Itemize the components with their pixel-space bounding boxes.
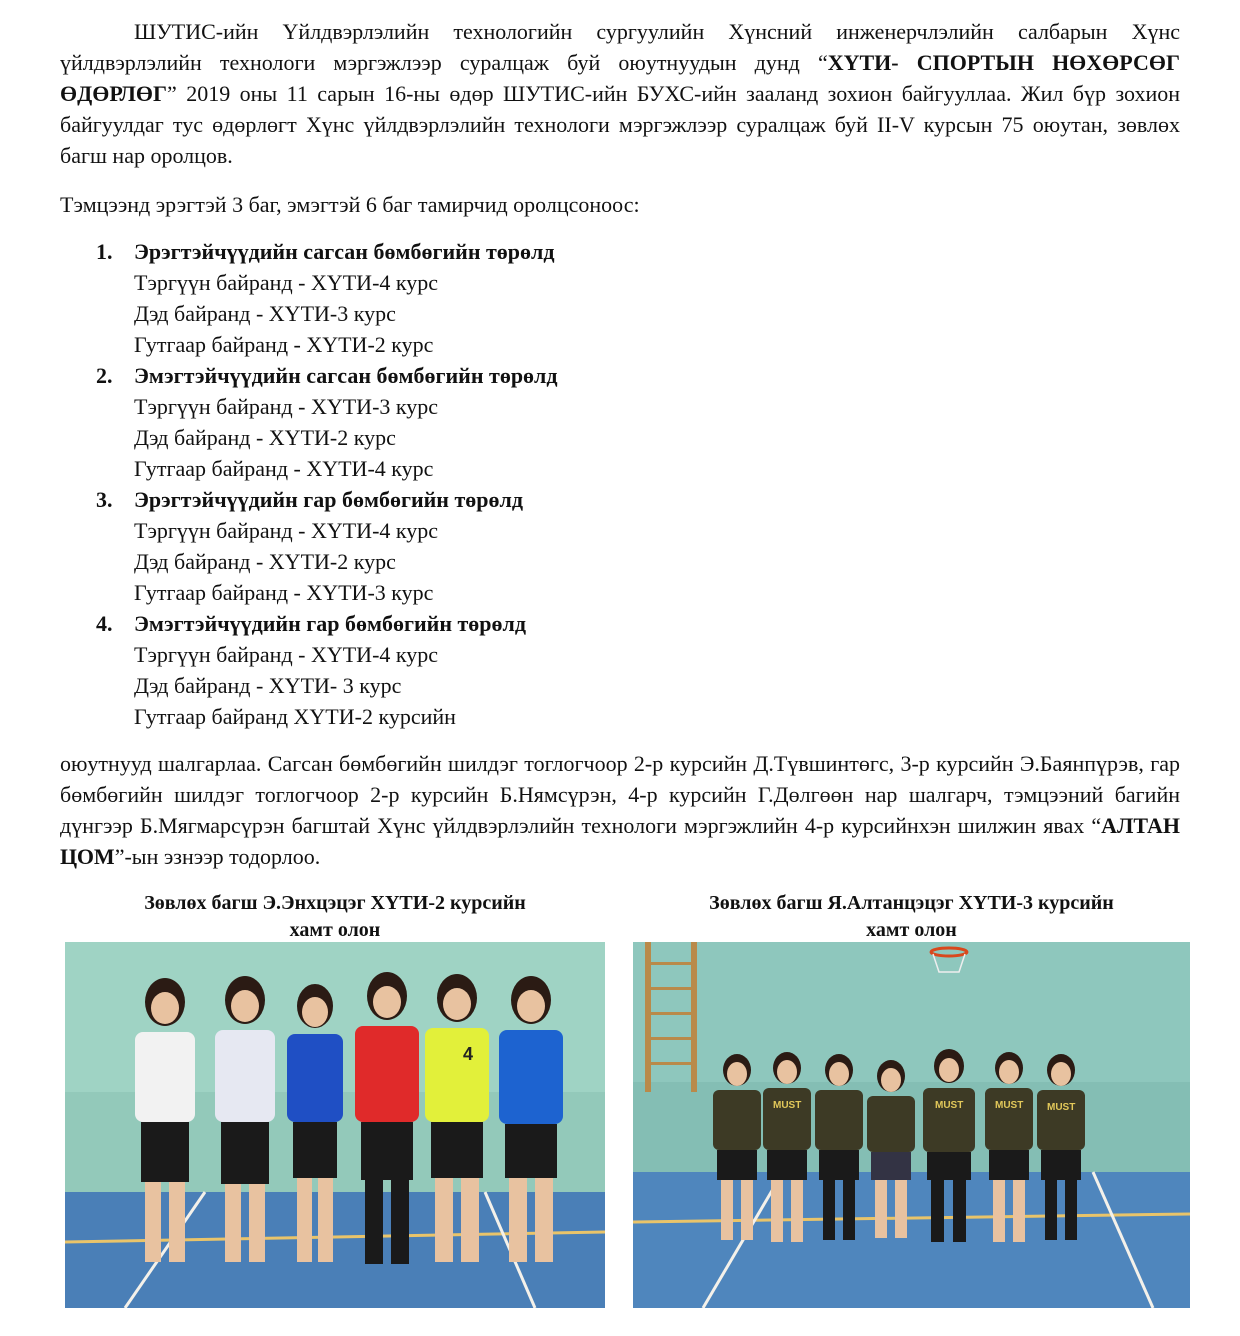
category-number: 2. <box>96 363 113 388</box>
intro-text-1: ШУТИС-ийн Үйлдвэрлэлийн технологийн сургуулийн Хүнсний инженерчлэлийн салбарын Хүнс үйлдвэрлэлийн технологи мэргэжлээр суралцаж буй оюутнуудын дунд “ <box>60 19 1180 75</box>
category-title: Эрэгтэйчүүдийн сагсан бөмбөгийн төрөлд <box>134 239 555 264</box>
caption-line-2: хамт олон <box>866 919 957 941</box>
caption-line-1: Зөвлөх багш Э.Энхцэцэг ХҮТИ-2 курсийн <box>144 892 526 914</box>
caption-line-1: Зөвлөх багш Я.Алтанцэцэг ХҮТИ-3 курсийн <box>709 892 1114 914</box>
result-category <box>60 484 1180 608</box>
place-first: Тэргүүн байранд - ХҮТИ-4 курс <box>134 518 439 543</box>
result-category <box>60 608 1180 732</box>
place-third: Гутгаар байранд - ХҮТИ-4 курс <box>134 456 434 481</box>
category-number: 1. <box>96 239 113 264</box>
result-category <box>60 236 1180 360</box>
result-category <box>60 360 1180 484</box>
intro-paragraph <box>60 16 1180 171</box>
article <box>60 16 1180 872</box>
photo-block-left <box>65 890 605 1064</box>
category-number: 4. <box>96 611 113 636</box>
place-first: Тэргүүн байранд - ХҮТИ-4 курс <box>134 270 439 295</box>
place-first: Тэргүүн байранд - ХҮТИ-4 курс <box>134 642 439 667</box>
place-first: Тэргүүн байранд - ХҮТИ-3 курс <box>134 394 439 419</box>
place-third: Гутгаар байранд - ХҮТИ-3 курс <box>134 580 434 605</box>
shirt-text: MUST <box>935 1100 964 1111</box>
shirt-text: MUST <box>773 1100 802 1111</box>
place-second: Дэд байранд - ХҮТИ-2 курс <box>134 425 396 450</box>
team-photo-right-image <box>633 942 1190 1308</box>
photo-caption <box>633 890 1190 944</box>
team-photo-left <box>65 942 605 1308</box>
category-title: Эмэгтэйчүүдийн гар бөмбөгийн төрөлд <box>134 611 527 636</box>
place-third: Гутгаар байранд ХҮТИ-2 курсийн <box>134 704 456 729</box>
shirt-text: MUST <box>1047 1102 1076 1113</box>
jersey-number: 4 <box>463 1044 474 1064</box>
shirt-text: MUST <box>995 1100 1024 1111</box>
photo-block-right <box>633 890 1190 1113</box>
event-name: ХҮТИ- СПОРТЫН НӨХӨРСӨГ ӨДӨРЛӨГ <box>60 50 1180 106</box>
caption-line-2: хамт олон <box>289 919 381 941</box>
category-title: Эмэгтэйчүүдийн сагсан бөмбөгийн төрөлд <box>134 363 558 388</box>
outro-paragraph <box>60 748 1180 872</box>
photo-caption <box>65 890 605 944</box>
team-photo-right <box>633 942 1190 1308</box>
outro-text-2: ”-ын эзнээр тодорлоо. <box>114 844 321 869</box>
outro-text-1: оюутнууд шалгарлаа. Сагсан бөмбөгийн шилдэг тоглогчоор 2-р курсийн Д.Түвшинтөгс, 3-р курсийн Э.Баянпүрэв, гар бөмбөгийн шилдэг тоглогчоор 2-р курсийн Б.Нямсүрэн, 4-р курсийн Г.Дөлгөөн нар шалгарч, тэмцээний багийн дүнгээр Б.Мягмарсүрэн багштай Хүнс үйлдвэрлэлийн технологи мэргэжлийн 4-р курсийнхэн шилжин явах “ <box>60 751 1180 838</box>
place-second: Дэд байранд - ХҮТИ-2 курс <box>134 549 396 574</box>
team-photo-left-image <box>65 942 605 1308</box>
category-title: Эрэгтэйчүүдийн гар бөмбөгийн төрөлд <box>134 487 523 512</box>
place-second: Дэд байранд - ХҮТИ-3 курс <box>134 301 396 326</box>
photo-gallery <box>65 890 1190 1320</box>
category-number: 3. <box>96 487 113 512</box>
intro-text-2: ” 2019 оны 11 сарын 16-ны өдөр ШУТИС-ийн БУХС-ийн зааланд зохион байгууллаа. Жил бүр зохион байгуулдаг тус өдөрлөгт Хүнс үйлдвэрлэлийн технологи мэргэжлээр суралцаж буй II-V курсын 75 оюутан, зөвлөх багш нар оролцов. <box>60 81 1180 168</box>
lead-paragraph: Тэмцээнд эрэгтэй 3 баг, эмэгтэй 6 баг тамирчид оролцсоноос: <box>60 192 640 217</box>
trophy-name: АЛТАН ЦОМ <box>60 813 1180 869</box>
place-third: Гутгаар байранд - ХҮТИ-2 курс <box>134 332 434 357</box>
place-second: Дэд байранд - ХҮТИ- 3 курс <box>134 673 402 698</box>
results-list <box>60 236 1180 732</box>
